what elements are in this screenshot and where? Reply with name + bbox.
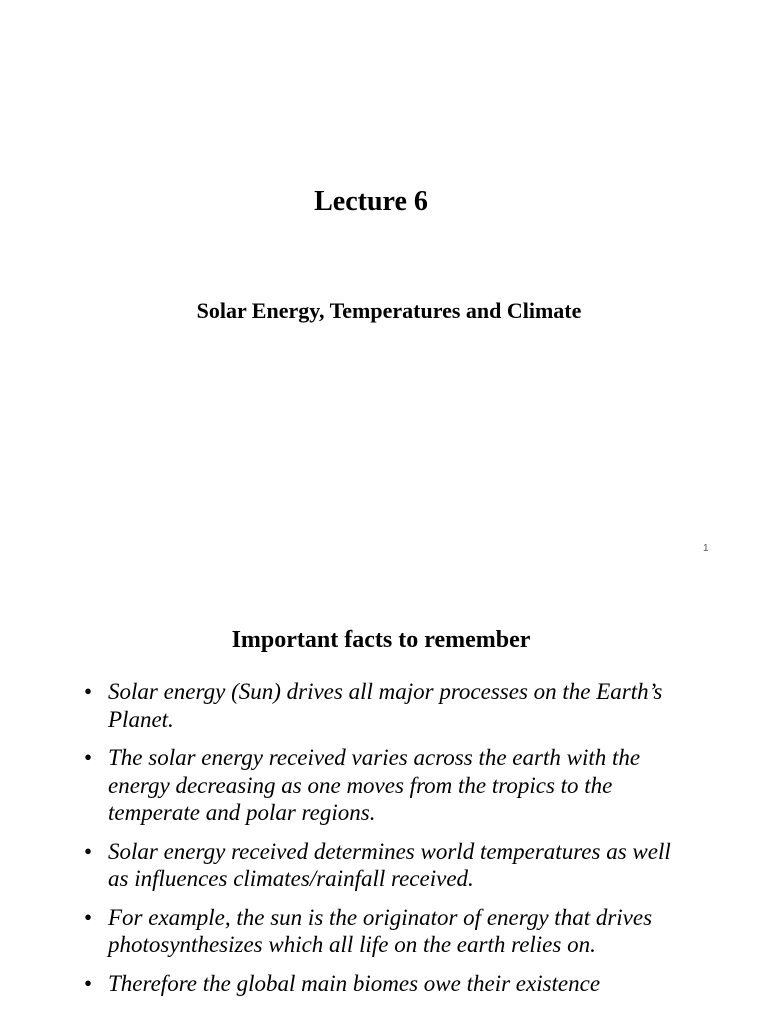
bullet-icon: • [84, 838, 93, 864]
fact-item [84, 838, 684, 893]
fact-text: For example, the sun is the originator of energy that drives photosynthesizes which all life on the earth relies on. [108, 904, 653, 957]
fact-text: Therefore the global main biomes owe their existence [108, 970, 601, 996]
lecture-title: Lecture 6 [314, 186, 428, 217]
facts-heading: Important facts to remember [231, 627, 531, 653]
fact-item [84, 970, 684, 998]
fact-text: Solar energy (Sun) drives all major processes on the Earth’s Planet. [108, 679, 663, 732]
fact-item [84, 678, 684, 733]
bullet-icon: • [84, 970, 93, 996]
fact-text: The solar energy received varies across the earth with the energy decreasing as one moves from the tropics to the temperate and polar regions. [108, 745, 641, 825]
slide-number: 1 [703, 543, 709, 554]
fact-item [84, 904, 684, 959]
bullet-icon: • [84, 745, 93, 770]
bullet-icon: • [84, 904, 93, 930]
lecture-subtitle: Solar Energy, Temperatures and Climate [196, 298, 582, 323]
fact-list [84, 678, 684, 1008]
fact-text: Solar energy received determines world temperatures as well as influences climates/rainfall received. [108, 838, 671, 891]
facts-slide [0, 576, 768, 1024]
fact-item [84, 744, 684, 827]
bullet-icon: • [84, 679, 93, 704]
